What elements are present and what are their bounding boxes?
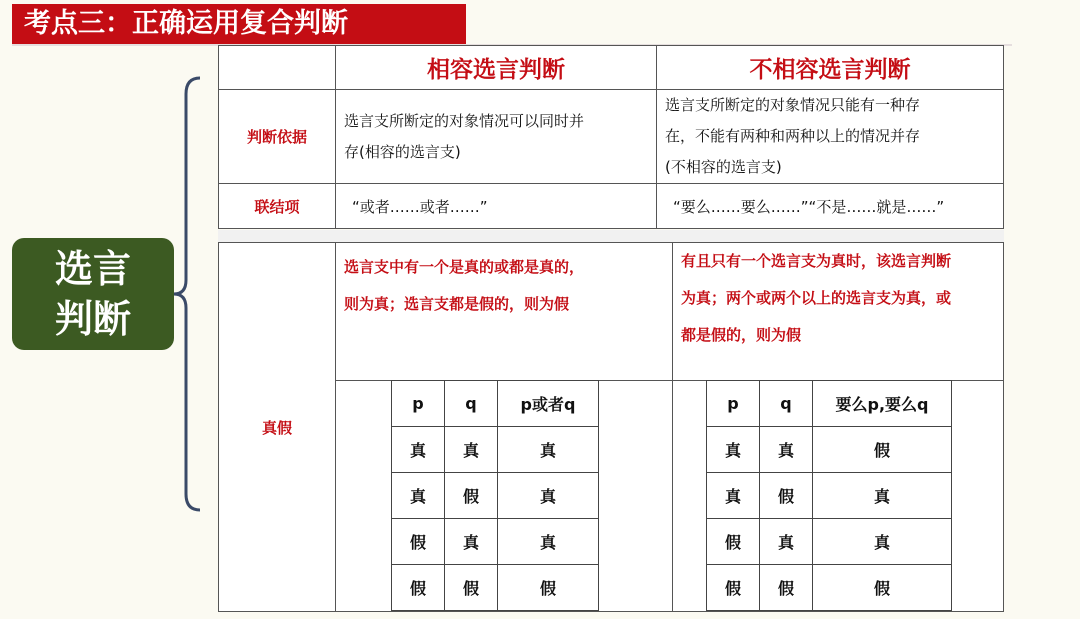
basis-incompatible-line: (不相容的选言支)	[665, 158, 782, 176]
truth-row	[392, 427, 599, 473]
truth-row	[707, 519, 952, 565]
truth-incompatible	[673, 243, 1004, 381]
badge-line-2: 判断	[54, 297, 131, 341]
truth-header: q	[445, 381, 498, 427]
basis-incompatible-line: 在，不能有两种和两种以上的情况并存	[665, 127, 921, 145]
truth-cell: 假	[813, 427, 952, 473]
corner-cell	[219, 46, 336, 90]
truth-cell: 真	[707, 427, 760, 473]
truth-cell: 假	[392, 519, 445, 565]
truth-row	[707, 473, 952, 519]
truth-cell: 真	[498, 519, 599, 565]
truth-cell: 真	[498, 427, 599, 473]
truth-row	[392, 565, 599, 611]
truth-compatible	[336, 243, 673, 381]
page-title: 考点三：正确运用复合判断	[12, 4, 466, 44]
truth-table-compatible	[391, 380, 599, 611]
basis-compatible	[336, 90, 657, 184]
truth-cell: 真	[813, 473, 952, 519]
basis-incompatible	[657, 90, 1004, 184]
topic-badge	[12, 238, 174, 350]
basis-compatible-line: 存(相容的选言支)	[344, 142, 461, 161]
truth-cell: 真	[392, 473, 445, 519]
truth-incompatible-line: 有且只有一个选言支为真时，该选言判断	[681, 252, 952, 270]
truth-incompatible-line: 为真；两个或两个以上的选言支为真，或	[681, 289, 952, 307]
truth-cell: 真	[392, 427, 445, 473]
header-incompatible: 不相容选言判断	[657, 46, 1004, 90]
truth-cell: 假	[760, 565, 813, 611]
truth-header: p或者q	[498, 381, 599, 427]
truth-cell: 假	[498, 565, 599, 611]
connective-compatible: “或者……或者……”	[336, 184, 657, 229]
truth-row	[707, 565, 952, 611]
comparison-table-top	[218, 45, 1004, 229]
truth-cell: 假	[445, 565, 498, 611]
truth-cell: 假	[392, 565, 445, 611]
truth-incompatible-line: 都是假的，则为假	[681, 326, 802, 344]
truth-cell: 真	[445, 519, 498, 565]
truth-cell: 真	[707, 473, 760, 519]
truth-header: q	[760, 381, 813, 427]
truth-cell: 假	[707, 519, 760, 565]
header-compatible: 相容选言判断	[336, 46, 657, 90]
truth-row	[392, 473, 599, 519]
truth-cell: 真	[445, 427, 498, 473]
badge-line-1: 选言	[54, 247, 131, 291]
basis-incompatible-line: 选言支所断定的对象情况只能有一种存	[665, 96, 921, 114]
truth-header: p	[392, 381, 445, 427]
truth-compatible-line: 选言支中有一个是真的或都是真的，	[344, 258, 585, 276]
row-label-connective: 联结项	[219, 184, 336, 229]
truth-cell: 假	[813, 565, 952, 611]
row-label-basis: 判断依据	[219, 90, 336, 184]
truth-cell: 假	[707, 565, 760, 611]
row-label-truth: 真假	[219, 243, 336, 612]
truth-cell: 假	[445, 473, 498, 519]
truth-cell: 假	[760, 473, 813, 519]
truth-cell: 真	[760, 427, 813, 473]
truth-cell: 真	[760, 519, 813, 565]
truth-header: p	[707, 381, 760, 427]
truth-compatible-line: 则为真；选言支都是假的，则为假	[344, 295, 570, 313]
connective-incompatible: “要么……要么……”“不是……就是……”	[657, 184, 1004, 229]
truth-header: 要么p,要么q	[813, 381, 952, 427]
curly-brace-icon	[172, 74, 204, 514]
truth-cell: 真	[813, 519, 952, 565]
truth-row	[707, 427, 952, 473]
basis-compatible-line: 选言支所断定的对象情况可以同时并	[344, 111, 585, 130]
truth-cell: 真	[498, 473, 599, 519]
table-gap	[218, 230, 1004, 242]
truth-row	[392, 519, 599, 565]
truth-table-incompatible	[706, 380, 952, 611]
